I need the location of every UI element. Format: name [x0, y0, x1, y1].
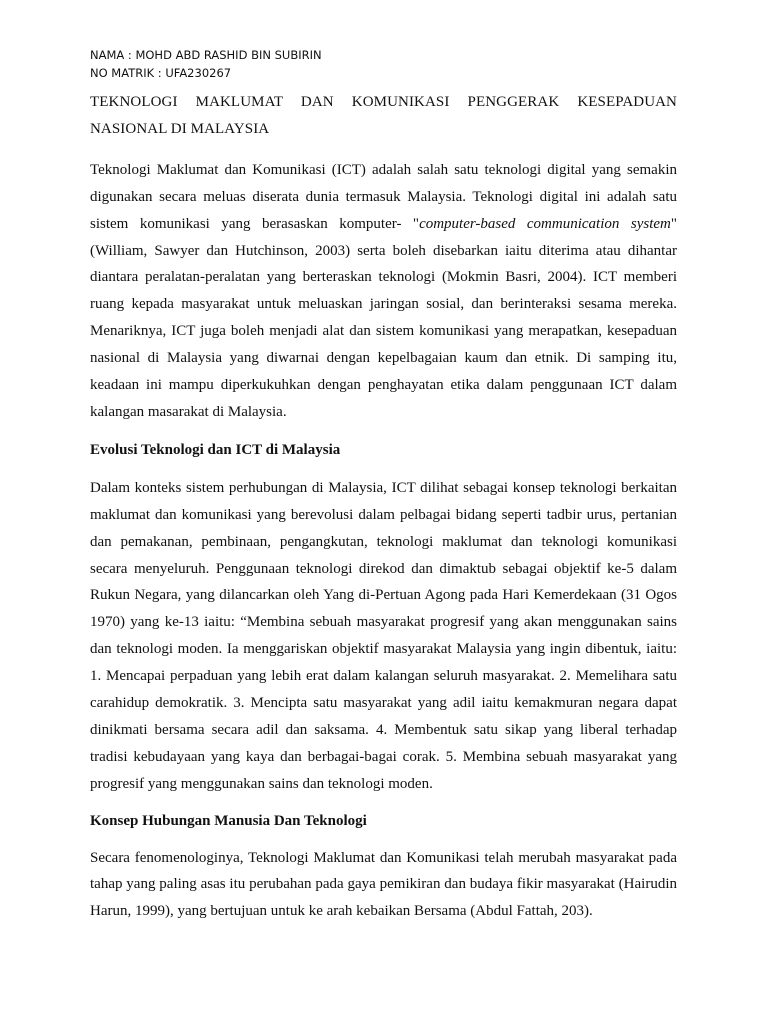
essay-title: TEKNOLOGI MAKLUMAT DAN KOMUNIKASI PENGGERAK KESEPADUAN NASIONAL DI MALAYSIA [90, 94, 677, 137]
section-heading-konsep: Konsep Hubungan Manusia Dan Teknologi [90, 812, 367, 829]
evolusi-paragraph: Dalam konteks sistem perhubungan di Malaysia, ICT dilihat sebagai konsep teknologi berkaitan maklumat dan komunikasi yang berevolusi dalam pelbagai bidang seperti tadbir urus, pertanian dan pemakanan, pembinaan, pengangkutan, teknologi maklumat dan teknologi komunikasi secara menyeluruh. Penggunaan teknologi direkod dan dimaktub sebagai objektif ke-5 dalam Rukun Negara, yang dilancarkan oleh Yang di-Pertuan Agong pada Hari Kemerdekaan (31 Ogos 1970) yang ke-13 iaitu: “Membina sebuah masyarakat progresif yang akan menggunakan sains dan teknologi moden. Ia menggariskan objektif masyarakat Malaysia yang ingin dibentuk, iaitu: 1. Mencapai perpaduan yang lebih erat dalam kalangan seluruh masyarakat. 2. Memelihara satu carahidup demokratik. 3. Mencipta satu masyarakat yang adil iaitu kemakmuran negara dapat dinikmati bersama secara adil dan saksama. 4. Membentuk satu sikap yang liberal terhadap tradisi kebudayaan yang kaya dan berbagai-bagai corak. 5. Membina sebuah masyarakat yang progresif yang menggunakan sains dan teknologi moden. [90, 479, 677, 792]
intro-text-start: Teknologi Maklumat dan Komunikasi (ICT) adalah salah satu teknologi digital yang semakin digunakan secara meluas diserata dunia termasuk Malaysia. Teknologi digital ini adalah satu sistem komunikasi yang berasaskan komputer- " [90, 161, 677, 232]
student-info-header [90, 46, 322, 82]
student-name: NAMA : MOHD ABD RASHID BIN SUBIRIN [90, 48, 322, 62]
intro-italic-term: computer-based communication system [419, 215, 671, 232]
section-heading-evolusi: Evolusi Teknologi dan ICT di Malaysia [90, 441, 341, 458]
konsep-paragraph: Secara fenomenologinya, Teknologi Maklumat dan Komunikasi telah merubah masyarakat pada tahap yang paling asas itu perubahan pada gaya pemikiran dan budaya fikir masyarakat (Hairudin Harun, 1999), yang bertujuan untuk ke arah kebaikan Bersama (Abdul Fattah, 203). [90, 849, 677, 920]
student-matric-number: NO MATRIK : UFA230267 [90, 66, 232, 80]
intro-text-end: " (William, Sawyer dan Hutchinson, 2003) serta boleh disebarkan iaitu diterima atau dihantar diantara peralatan-peralatan yang berteraskan teknologi (Mokmin Basri, 2004). ICT memberi ruang kepada masyarakat untuk meluaskan jaringan sosial, dan berinteraksi sesama mereka. Menariknya, ICT juga boleh menjadi alat dan sistem komunikasi yang merapatkan, kesepaduan nasional di Malaysia yang diwarnai dengan kepelbagaian kaum dan etnik. Di samping itu, keadaan ini mampu diperkukuhkan dengan penghayatan etika dalam penggunaan ICT dalam kalangan masarakat di Malaysia. [90, 215, 677, 420]
essay-body [90, 89, 677, 925]
intro-paragraph [90, 157, 677, 426]
